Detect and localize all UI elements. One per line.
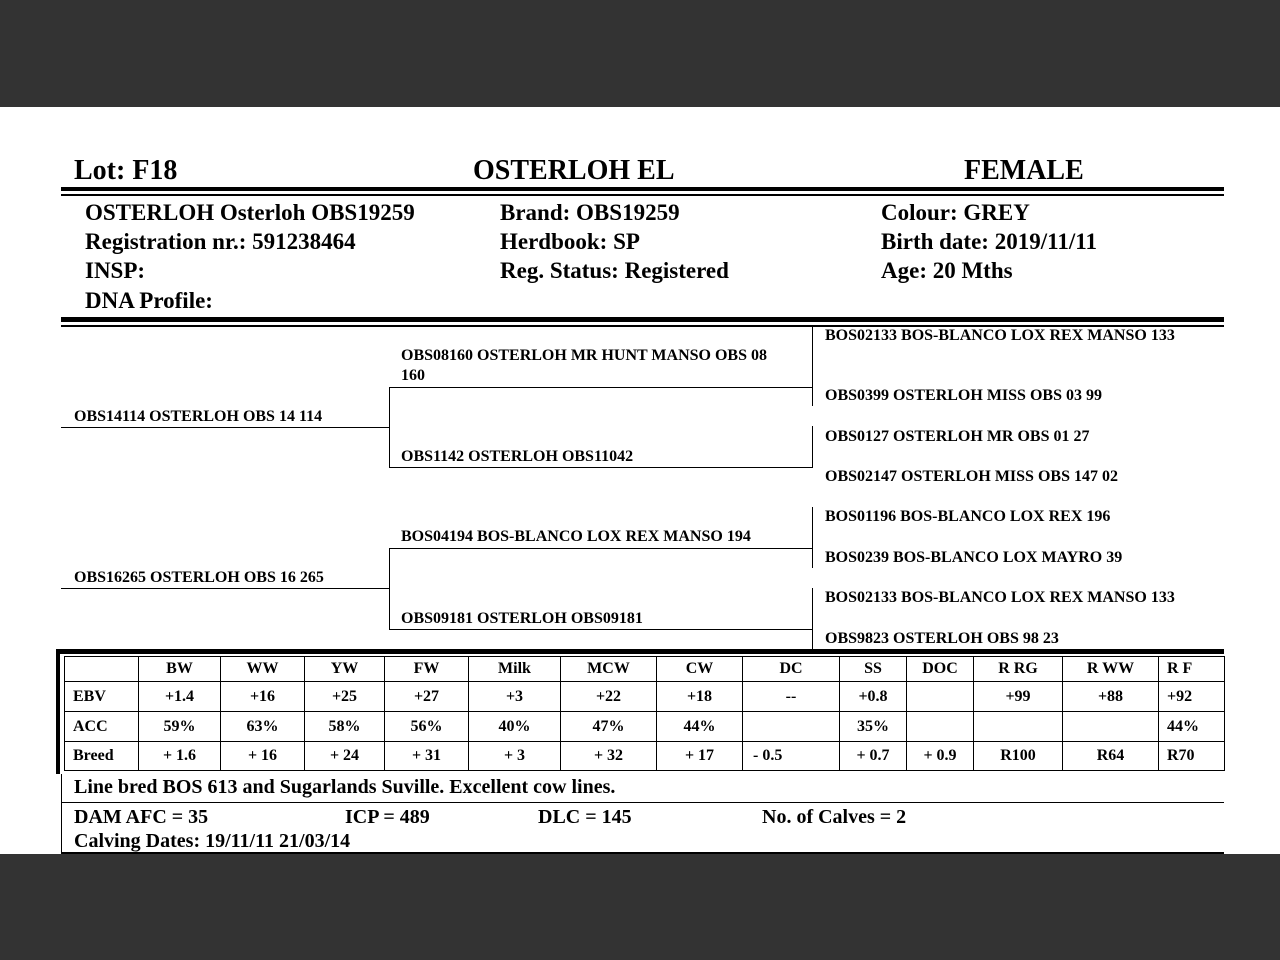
breed-cell: + 0.9 — [907, 742, 974, 771]
acc-cell: 59% — [139, 712, 221, 742]
row-label-breed: Breed — [65, 742, 139, 771]
animal-name: OSTERLOH EL — [473, 155, 675, 186]
col-header-milk: Milk — [469, 657, 561, 682]
breed-row — [65, 742, 1225, 771]
breed-cell: + 17 — [657, 742, 743, 771]
ebv-cell: +22 — [561, 682, 657, 712]
number-of-calves: No. of Calves = 2 — [762, 806, 907, 828]
animal-sex: FEMALE — [964, 155, 1084, 186]
gg-bracket-3 — [812, 507, 813, 568]
acc-cell — [1063, 712, 1159, 742]
ebv-cell: +18 — [657, 682, 743, 712]
col-header-blank — [65, 657, 139, 682]
acc-cell — [743, 712, 840, 742]
dam-bracket — [389, 548, 390, 630]
sire-sire: OBS08160 OSTERLOH MR HUNT MANSO OBS 08 — [401, 347, 767, 364]
icp: ICP = 489 — [345, 806, 430, 828]
ebv-cell: +3 — [469, 682, 561, 712]
breed-cell: R70 — [1159, 742, 1225, 771]
ebv-row — [65, 682, 1225, 712]
col-header-r-f: R F — [1159, 657, 1225, 682]
breed-cell: - 0.5 — [743, 742, 840, 771]
calving-dates: Calving Dates: 19/11/11 21/03/14 — [74, 830, 351, 852]
acc-cell — [974, 712, 1063, 742]
gg-4: OBS02147 OSTERLOH MISS OBS 147 02 — [825, 468, 1118, 485]
table-left-rule-thick — [56, 649, 60, 774]
ebv-cell: +1.4 — [139, 682, 221, 712]
acc-cell: 56% — [385, 712, 469, 742]
breed-cell: R100 — [974, 742, 1063, 771]
dam-dam-line — [389, 629, 813, 630]
dlc: DLC = 145 — [538, 806, 632, 828]
sire-line — [61, 427, 390, 428]
ebv-cell: +88 — [1063, 682, 1159, 712]
col-header-yw: YW — [305, 657, 385, 682]
title-rule-thin — [61, 194, 1224, 196]
dam-line — [61, 588, 390, 589]
gg-1: BOS02133 BOS-BLANCO LOX REX MANSO 133 — [825, 327, 1175, 344]
dam-dam: OBS09181 OSTERLOH OBS09181 — [401, 610, 643, 627]
ebv-cell: -- — [743, 682, 840, 712]
reg-status: Reg. Status: Registered — [500, 258, 729, 283]
acc-cell: 44% — [657, 712, 743, 742]
acc-cell: 40% — [469, 712, 561, 742]
gg-8: OBS9823 OSTERLOH OBS 98 23 — [825, 630, 1059, 647]
breed-cell: + 32 — [561, 742, 657, 771]
acc-cell: 35% — [840, 712, 907, 742]
sire-sire-line — [389, 387, 813, 388]
lot-number: Lot: F18 — [74, 155, 178, 186]
herdbook: Herdbook: SP — [500, 229, 640, 254]
birth-date: Birth date: 2019/11/11 — [881, 229, 1097, 254]
breed-cell: + 16 — [221, 742, 305, 771]
ebv-cell: +25 — [305, 682, 385, 712]
gg-3: OBS0127 OSTERLOH MR OBS 01 27 — [825, 428, 1090, 445]
col-header-fw: FW — [385, 657, 469, 682]
notes-divider — [61, 802, 1224, 803]
col-header-mcw: MCW — [561, 657, 657, 682]
breed-cell: + 0.7 — [840, 742, 907, 771]
colour: Colour: GREY — [881, 200, 1030, 225]
page-bottom-rule — [61, 852, 1224, 854]
title-rule-thick — [61, 187, 1224, 191]
row-label-acc: ACC — [65, 712, 139, 742]
dam: OBS16265 OSTERLOH OBS 16 265 — [74, 569, 324, 586]
gg-6: BOS0239 BOS-BLANCO LOX MAYRO 39 — [825, 549, 1123, 566]
acc-cell — [907, 712, 974, 742]
brand: Brand: OBS19259 — [500, 200, 680, 225]
ebv-cell: +0.8 — [840, 682, 907, 712]
col-header-ss: SS — [840, 657, 907, 682]
catalogue-page — [0, 107, 1280, 854]
dam-afc: DAM AFC = 35 — [74, 806, 209, 828]
col-header-doc: DOC — [907, 657, 974, 682]
acc-cell: 44% — [1159, 712, 1225, 742]
row-label-ebv: EBV — [65, 682, 139, 712]
sire-sire-continued: 160 — [401, 367, 425, 384]
full-name: OSTERLOH Osterloh OBS19259 — [85, 200, 415, 225]
ebv-cell: +16 — [221, 682, 305, 712]
notes-left-rule — [61, 774, 62, 854]
acc-cell: 63% — [221, 712, 305, 742]
table-top-rule — [56, 649, 1224, 654]
acc-cell: 58% — [305, 712, 385, 742]
col-header-cw: CW — [657, 657, 743, 682]
col-header-ww: WW — [221, 657, 305, 682]
col-header-r-rg: R RG — [974, 657, 1063, 682]
sire-dam: OBS1142 OSTERLOH OBS11042 — [401, 448, 634, 465]
dam-sire: BOS04194 BOS-BLANCO LOX REX MANSO 194 — [401, 528, 751, 545]
dna-profile-label: DNA Profile: — [85, 288, 213, 313]
info-rule-thick — [61, 317, 1224, 322]
ebv-cell: +92 — [1159, 682, 1225, 712]
gg-bracket-4 — [812, 588, 813, 649]
sire: OBS14114 OSTERLOH OBS 14 114 — [74, 408, 323, 425]
sire-bracket — [389, 387, 390, 468]
col-header-r-ww: R WW — [1063, 657, 1159, 682]
breed-cell: R64 — [1063, 742, 1159, 771]
breed-cell: + 24 — [305, 742, 385, 771]
gg-bracket-1 — [812, 327, 813, 406]
registration-number: Registration nr.: 591238464 — [85, 229, 356, 254]
acc-cell: 47% — [561, 712, 657, 742]
comment: Line bred BOS 613 and Sugarlands Suville. Excellent cow lines. — [74, 776, 616, 798]
breed-cell: + 31 — [385, 742, 469, 771]
gg-7: BOS02133 BOS-BLANCO LOX REX MANSO 133 — [825, 589, 1175, 606]
ebv-header-row — [65, 657, 1225, 682]
ebv-cell: +27 — [385, 682, 469, 712]
insp-label: INSP: — [85, 258, 146, 283]
breed-cell: + 3 — [469, 742, 561, 771]
gg-2: OBS0399 OSTERLOH MISS OBS 03 99 — [825, 387, 1102, 404]
col-header-dc: DC — [743, 657, 840, 682]
ebv-table — [64, 656, 1225, 771]
gg-bracket-2 — [812, 426, 813, 468]
ebv-cell: +99 — [974, 682, 1063, 712]
gg-5: BOS01196 BOS-BLANCO LOX REX 196 — [825, 508, 1111, 525]
age: Age: 20 Mths — [881, 258, 1013, 283]
breed-cell: + 1.6 — [139, 742, 221, 771]
acc-row — [65, 712, 1225, 742]
col-header-bw: BW — [139, 657, 221, 682]
ebv-cell — [907, 682, 974, 712]
sire-dam-line — [389, 467, 813, 468]
dam-sire-line — [389, 548, 813, 549]
